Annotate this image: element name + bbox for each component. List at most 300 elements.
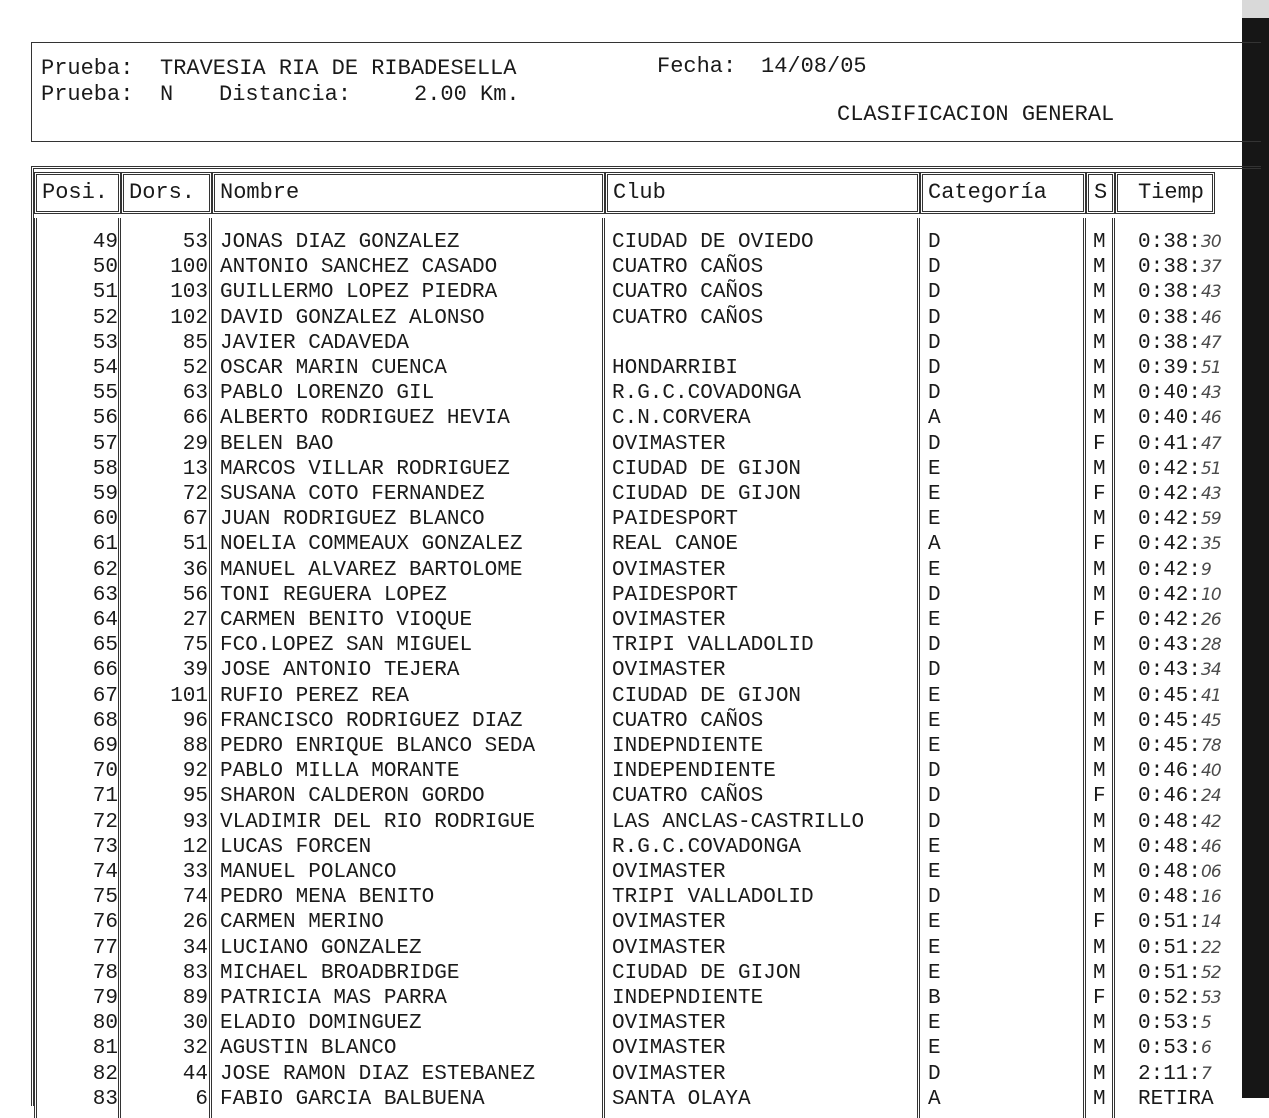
sexo-cell: M [1093, 962, 1106, 985]
distancia-label: Distancia: [219, 82, 352, 107]
dors-cell: 30 [182, 1012, 208, 1035]
tiempo-cell [1138, 684, 1221, 709]
nombre-cell: OSCAR MARIN CUENCA [220, 357, 447, 380]
nombre-cell: BELEN BAO [220, 433, 334, 456]
posi-cell: 70 [92, 760, 118, 783]
tiempo-handwritten-seconds: 53 [1201, 988, 1221, 1008]
club-cell: CUATRO CAÑOS [612, 710, 764, 733]
tiempo-cell [1138, 759, 1221, 784]
dors-cell: 39 [182, 659, 208, 682]
categoria-cell: E [928, 836, 941, 859]
tiempo-printed: 0:43: [1138, 634, 1202, 657]
dors-cell: 33 [182, 861, 208, 884]
dors-cell: 52 [182, 357, 208, 380]
tiempo-printed: RETIRA [1138, 1088, 1214, 1111]
nombre-cell: GUILLERMO LOPEZ PIEDRA [220, 281, 498, 304]
sexo-cell: M [1093, 357, 1106, 380]
sexo-cell: F [1093, 987, 1106, 1010]
tiempo-handwritten-seconds: 47 [1201, 333, 1221, 353]
tiempo-handwritten-seconds: 43 [1201, 282, 1221, 302]
nombre-cell: JUAN RODRIGUEZ BLANCO [220, 508, 485, 531]
posi-cell: 81 [92, 1037, 118, 1060]
club-cell: OVIMASTER [612, 911, 726, 934]
club-cell: REAL CANOE [612, 533, 739, 556]
table-row [0, 734, 1269, 759]
nombre-cell: RUFIO PEREZ REA [220, 685, 410, 708]
table-row [0, 658, 1269, 683]
distancia-value: 2.00 Km. [414, 82, 520, 107]
tiempo-cell [1138, 1036, 1211, 1061]
dors-cell: 32 [182, 1037, 208, 1060]
club-cell: INDEPNDIENTE [612, 735, 764, 758]
dors-cell: 95 [182, 785, 208, 808]
tiempo-printed: 0:48: [1138, 811, 1202, 834]
tiempo-printed: 0:48: [1138, 886, 1202, 909]
categoria-cell: D [928, 281, 941, 304]
tiempo-handwritten-seconds: 9 [1201, 560, 1211, 580]
posi-cell: 65 [92, 634, 118, 657]
dors-cell: 92 [182, 760, 208, 783]
table-row [0, 1087, 1269, 1112]
posi-cell: 55 [92, 382, 118, 405]
dors-cell: 36 [182, 559, 208, 582]
categoria-cell: A [928, 1088, 941, 1111]
dors-cell: 75 [182, 634, 208, 657]
club-cell: CIUDAD DE GIJON [612, 483, 802, 506]
dors-cell: 44 [182, 1063, 208, 1086]
nombre-cell: LUCIANO GONZALEZ [220, 937, 422, 960]
dors-cell: 74 [182, 886, 208, 909]
nombre-cell: PABLO MILLA MORANTE [220, 760, 460, 783]
tiempo-handwritten-seconds: 14 [1201, 912, 1221, 932]
dors-cell: 102 [170, 307, 208, 330]
club-cell: TRIPI VALLADOLID [612, 634, 814, 657]
prueba2-value: N [160, 82, 174, 107]
tiempo-cell [1138, 986, 1221, 1011]
tiempo-cell [1138, 331, 1221, 356]
dors-cell: 96 [182, 710, 208, 733]
nombre-cell: MARCOS VILLAR RODRIGUEZ [220, 458, 510, 481]
tiempo-printed: 0:48: [1138, 836, 1202, 859]
tiempo-cell [1138, 784, 1221, 809]
categoria-cell: D [928, 307, 941, 330]
sexo-cell: M [1093, 886, 1106, 909]
categoria-cell: E [928, 483, 941, 506]
tiempo-handwritten-seconds: 16 [1201, 887, 1221, 907]
tiempo-handwritten-seconds: 45 [1201, 711, 1221, 731]
dors-cell: 66 [182, 407, 208, 430]
posi-cell: 56 [92, 407, 118, 430]
dors-cell: 26 [182, 911, 208, 934]
club-cell: OVIMASTER [612, 1012, 726, 1035]
club-cell: CUATRO CAÑOS [612, 256, 764, 279]
posi-cell: 53 [92, 332, 118, 355]
posi-cell: 49 [92, 231, 118, 254]
categoria-cell: E [928, 559, 941, 582]
table-row [0, 583, 1269, 608]
tiempo-printed: 0:42: [1138, 533, 1202, 556]
nombre-cell: FABIO GARCIA BALBUENA [220, 1088, 485, 1111]
sexo-cell: M [1093, 1037, 1106, 1060]
prueba2-label: Prueba: [41, 82, 134, 107]
club-cell: INDEPNDIENTE [612, 987, 764, 1010]
col-header-categoria: Categoría [920, 172, 1086, 214]
club-cell: CUATRO CAÑOS [612, 785, 764, 808]
club-cell: TRIPI VALLADOLID [612, 886, 814, 909]
posi-cell: 57 [92, 433, 118, 456]
tiempo-cell [1138, 306, 1221, 331]
dors-cell: 29 [182, 433, 208, 456]
sexo-cell: M [1093, 710, 1106, 733]
dors-cell: 100 [170, 256, 208, 279]
club-cell: OVIMASTER [612, 1037, 726, 1060]
dors-cell: 56 [182, 584, 208, 607]
club-cell: C.N.CORVERA [612, 407, 751, 430]
table-row [0, 835, 1269, 860]
nombre-cell: PEDRO MENA BENITO [220, 886, 435, 909]
club-cell: PAIDESPORT [612, 584, 739, 607]
posi-cell: 68 [92, 710, 118, 733]
categoria-cell: E [928, 735, 941, 758]
club-cell: HONDARRIBI [612, 357, 739, 380]
posi-cell: 75 [92, 886, 118, 909]
table-row [0, 784, 1269, 809]
tiempo-printed: 0:45: [1138, 710, 1202, 733]
nombre-cell: PATRICIA MAS PARRA [220, 987, 447, 1010]
posi-cell: 50 [92, 256, 118, 279]
categoria-cell: E [928, 458, 941, 481]
tiempo-handwritten-seconds: 42 [1201, 812, 1221, 832]
tiempo-handwritten-seconds: 7 [1201, 1064, 1211, 1084]
table-row [0, 381, 1269, 406]
posi-cell: 52 [92, 307, 118, 330]
tiempo-handwritten-seconds: 10 [1201, 585, 1221, 605]
sexo-cell: M [1093, 1088, 1106, 1111]
table-row [0, 759, 1269, 784]
sexo-cell: M [1093, 735, 1106, 758]
club-cell: CIUDAD DE GIJON [612, 458, 802, 481]
categoria-cell: E [928, 609, 941, 632]
tiempo-cell [1138, 1062, 1211, 1087]
categoria-cell: E [928, 685, 941, 708]
dors-cell: 89 [182, 987, 208, 1010]
categoria-cell: D [928, 231, 941, 254]
tiempo-printed: 0:39: [1138, 357, 1202, 380]
tiempo-cell [1138, 381, 1221, 406]
categoria-cell: A [928, 533, 941, 556]
table-row [0, 709, 1269, 734]
club-cell: OVIMASTER [612, 609, 726, 632]
posi-cell: 83 [92, 1088, 118, 1111]
tiempo-printed: 0:38: [1138, 307, 1202, 330]
club-cell: LAS ANCLAS-CASTRILLO [612, 811, 865, 834]
tiempo-handwritten-seconds: 52 [1201, 963, 1221, 983]
dors-cell: 83 [182, 962, 208, 985]
tiempo-cell [1138, 255, 1221, 280]
sexo-cell: F [1093, 483, 1106, 506]
categoria-cell: E [928, 1012, 941, 1035]
tiempo-printed: 0:51: [1138, 911, 1202, 934]
tiempo-cell [1138, 230, 1221, 255]
tiempo-handwritten-seconds: 22 [1201, 938, 1221, 958]
club-cell: SANTA OLAYA [612, 1088, 751, 1111]
nombre-cell: NOELIA COMMEAUX GONZALEZ [220, 533, 523, 556]
table-row [0, 280, 1269, 305]
tiempo-cell [1138, 532, 1221, 557]
club-cell: CUATRO CAÑOS [612, 281, 764, 304]
sexo-cell: F [1093, 609, 1106, 632]
nombre-cell: FRANCISCO RODRIGUEZ DIAZ [220, 710, 523, 733]
dors-cell: 27 [182, 609, 208, 632]
posi-cell: 60 [92, 508, 118, 531]
sexo-cell: M [1093, 1012, 1106, 1035]
sexo-cell: M [1093, 584, 1106, 607]
posi-cell: 61 [92, 533, 118, 556]
table-row [0, 860, 1269, 885]
table-row [0, 356, 1269, 381]
table-row [0, 406, 1269, 431]
posi-cell: 66 [92, 659, 118, 682]
posi-cell: 74 [92, 861, 118, 884]
tiempo-printed: 0:42: [1138, 508, 1202, 531]
table-row [0, 885, 1269, 910]
tiempo-handwritten-seconds: 43 [1201, 383, 1221, 403]
tiempo-printed: 0:41: [1138, 433, 1202, 456]
tiempo-handwritten-seconds: 24 [1201, 786, 1221, 806]
tiempo-cell [1138, 608, 1221, 633]
tiempo-cell [1138, 961, 1221, 986]
categoria-cell: A [928, 407, 941, 430]
table-row [0, 507, 1269, 532]
posi-cell: 78 [92, 962, 118, 985]
nombre-cell: ELADIO DOMINGUEZ [220, 1012, 422, 1035]
tiempo-cell [1138, 734, 1221, 759]
tiempo-handwritten-seconds: 47 [1201, 434, 1221, 454]
tiempo-printed: 0:42: [1138, 584, 1202, 607]
categoria-cell: D [928, 382, 941, 405]
nombre-cell: ALBERTO RODRIGUEZ HEVIA [220, 407, 510, 430]
categoria-cell: D [928, 811, 941, 834]
tiempo-cell [1138, 910, 1221, 935]
tiempo-printed: 0:53: [1138, 1012, 1202, 1035]
dors-cell: 51 [182, 533, 208, 556]
tiempo-handwritten-seconds: 46 [1201, 308, 1221, 328]
table-row [0, 482, 1269, 507]
tiempo-cell [1138, 558, 1211, 583]
club-cell: OVIMASTER [612, 1063, 726, 1086]
sexo-cell: M [1093, 508, 1106, 531]
categoria-cell: D [928, 785, 941, 808]
dors-cell: 101 [170, 685, 208, 708]
table-row [0, 532, 1269, 557]
tiempo-handwritten-seconds: 34 [1201, 660, 1221, 680]
tiempo-cell [1138, 457, 1221, 482]
sexo-cell: M [1093, 811, 1106, 834]
club-cell: OVIMASTER [612, 559, 726, 582]
dors-cell: 13 [182, 458, 208, 481]
categoria-cell: D [928, 256, 941, 279]
tiempo-printed: 0:52: [1138, 987, 1202, 1010]
categoria-cell: D [928, 886, 941, 909]
tiempo-handwritten-seconds: 35 [1201, 534, 1221, 554]
nombre-cell: JOSE RAMON DIAZ ESTEBANEZ [220, 1063, 536, 1086]
sexo-cell: M [1093, 332, 1106, 355]
sexo-cell: M [1093, 685, 1106, 708]
posi-cell: 67 [92, 685, 118, 708]
sexo-cell: M [1093, 307, 1106, 330]
posi-cell: 59 [92, 483, 118, 506]
categoria-cell: E [928, 861, 941, 884]
tiempo-printed: 0:40: [1138, 382, 1202, 405]
tiempo-cell [1138, 633, 1221, 658]
posi-cell: 76 [92, 911, 118, 934]
table-row [0, 558, 1269, 583]
club-cell: R.G.C.COVADONGA [612, 836, 802, 859]
nombre-cell: SUSANA COTO FERNANDEZ [220, 483, 485, 506]
table-row [0, 1036, 1269, 1061]
tiempo-cell [1138, 936, 1221, 961]
sexo-cell: M [1093, 458, 1106, 481]
posi-cell: 58 [92, 458, 118, 481]
tiempo-cell [1138, 709, 1221, 734]
table-row [0, 986, 1269, 1011]
tiempo-cell [1138, 482, 1221, 507]
table-row [0, 1011, 1269, 1036]
categoria-cell: E [928, 508, 941, 531]
tiempo-printed: 2:11: [1138, 1063, 1202, 1086]
tiempo-cell [1138, 356, 1221, 381]
tiempo-cell [1138, 885, 1221, 910]
dors-cell: 93 [182, 811, 208, 834]
tiempo-cell [1138, 835, 1221, 860]
tiempo-handwritten-seconds: 78 [1201, 736, 1221, 756]
fecha-label: Fecha: [657, 54, 737, 79]
posi-cell: 73 [92, 836, 118, 859]
tiempo-printed: 0:45: [1138, 685, 1202, 708]
dors-cell: 72 [182, 483, 208, 506]
tiempo-handwritten-seconds: 43 [1201, 484, 1221, 504]
sexo-cell: M [1093, 256, 1106, 279]
tiempo-printed: 0:42: [1138, 559, 1202, 582]
scan-edge-top [1242, 0, 1269, 20]
categoria-cell: E [928, 962, 941, 985]
tiempo-printed: 0:53: [1138, 1037, 1202, 1060]
tiempo-printed: 0:40: [1138, 407, 1202, 430]
dors-cell: 53 [182, 231, 208, 254]
nombre-cell: MANUEL POLANCO [220, 861, 397, 884]
tiempo-handwritten-seconds: 30 [1201, 232, 1221, 252]
posi-cell: 77 [92, 937, 118, 960]
tiempo-printed: 0:51: [1138, 962, 1202, 985]
dors-cell: 12 [182, 836, 208, 859]
categoria-cell: E [928, 937, 941, 960]
report-title: CLASIFICACION GENERAL [837, 102, 1115, 127]
table-row [0, 331, 1269, 356]
nombre-cell: VLADIMIR DEL RIO RODRIGUE [220, 811, 536, 834]
posi-cell: 79 [92, 987, 118, 1010]
col-header-posi: Posi. [34, 172, 121, 214]
dors-cell: 103 [170, 281, 208, 304]
categoria-cell: D [928, 332, 941, 355]
tiempo-printed: 0:42: [1138, 458, 1202, 481]
nombre-cell: ANTONIO SANCHEZ CASADO [220, 256, 498, 279]
sexo-cell: M [1093, 382, 1106, 405]
dors-cell: 88 [182, 735, 208, 758]
nombre-cell: JAVIER CADAVEDA [220, 332, 410, 355]
club-cell: CIUDAD DE GIJON [612, 685, 802, 708]
club-cell: OVIMASTER [612, 433, 726, 456]
categoria-cell: D [928, 357, 941, 380]
tiempo-handwritten-seconds: 46 [1201, 408, 1221, 428]
sexo-cell: M [1093, 559, 1106, 582]
posi-cell: 51 [92, 281, 118, 304]
table-row [0, 457, 1269, 482]
posi-cell: 80 [92, 1012, 118, 1035]
sexo-cell: M [1093, 231, 1106, 254]
nombre-cell: JOSE ANTONIO TEJERA [220, 659, 460, 682]
tiempo-cell [1138, 810, 1221, 835]
club-cell: OVIMASTER [612, 659, 726, 682]
table-row [0, 684, 1269, 709]
posi-cell: 69 [92, 735, 118, 758]
sexo-cell: M [1093, 836, 1106, 859]
table-row [0, 306, 1269, 331]
dors-cell: 67 [182, 508, 208, 531]
table-row [0, 936, 1269, 961]
tiempo-handwritten-seconds: 26 [1201, 610, 1221, 630]
tiempo-printed: 0:43: [1138, 659, 1202, 682]
tiempo-cell [1138, 406, 1221, 431]
nombre-cell: FCO.LOPEZ SAN MIGUEL [220, 634, 473, 657]
club-cell: CUATRO CAÑOS [612, 307, 764, 330]
nombre-cell: AGUSTIN BLANCO [220, 1037, 397, 1060]
dors-cell: 34 [182, 937, 208, 960]
table-row [0, 608, 1269, 633]
sexo-cell: M [1093, 281, 1106, 304]
table-row [0, 633, 1269, 658]
categoria-cell: E [928, 911, 941, 934]
club-cell: PAIDESPORT [612, 508, 739, 531]
prueba-label: Prueba: [41, 56, 134, 81]
sexo-cell: M [1093, 407, 1106, 430]
nombre-cell: CARMEN MERINO [220, 911, 384, 934]
categoria-cell: D [928, 433, 941, 456]
sexo-cell: F [1093, 785, 1106, 808]
tiempo-handwritten-seconds: 41 [1201, 686, 1221, 706]
col-header-dors: Dors. [121, 172, 212, 214]
categoria-cell: E [928, 1037, 941, 1060]
posi-cell: 72 [92, 811, 118, 834]
prueba-name: TRAVESIA RIA DE RIBADESELLA [160, 56, 517, 81]
tiempo-handwritten-seconds: 5 [1201, 1013, 1211, 1033]
nombre-cell: CARMEN BENITO VIOQUE [220, 609, 473, 632]
categoria-cell: D [928, 634, 941, 657]
tiempo-printed: 0:51: [1138, 937, 1202, 960]
sexo-cell: M [1093, 1063, 1106, 1086]
nombre-cell: JONAS DIAZ GONZALEZ [220, 231, 460, 254]
categoria-cell: D [928, 1063, 941, 1086]
club-cell: OVIMASTER [612, 861, 726, 884]
tiempo-printed: 0:38: [1138, 231, 1202, 254]
tiempo-printed: 0:48: [1138, 861, 1202, 884]
nombre-cell: DAVID GONZALEZ ALONSO [220, 307, 485, 330]
posi-cell: 71 [92, 785, 118, 808]
tiempo-cell [1138, 860, 1221, 885]
nombre-cell: SHARON CALDERON GORDO [220, 785, 485, 808]
tiempo-handwritten-seconds: 37 [1201, 257, 1221, 277]
tiempo-handwritten-seconds: 51 [1201, 358, 1221, 378]
dors-cell: 85 [182, 332, 208, 355]
